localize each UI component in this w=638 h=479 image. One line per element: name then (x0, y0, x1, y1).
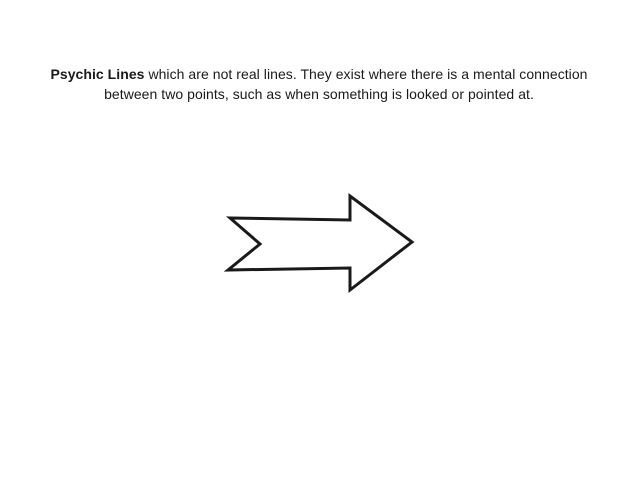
caption (8, 64, 630, 104)
caption-line-2: between two points, such as when something is looked or pointed at. (104, 86, 534, 102)
caption-line-1: which are not real lines. They exist where there is a mental connection (144, 66, 588, 82)
arrow-outline (228, 196, 412, 290)
right-arrow-icon (222, 190, 422, 298)
term-psychic-lines: Psychic Lines (50, 66, 145, 82)
